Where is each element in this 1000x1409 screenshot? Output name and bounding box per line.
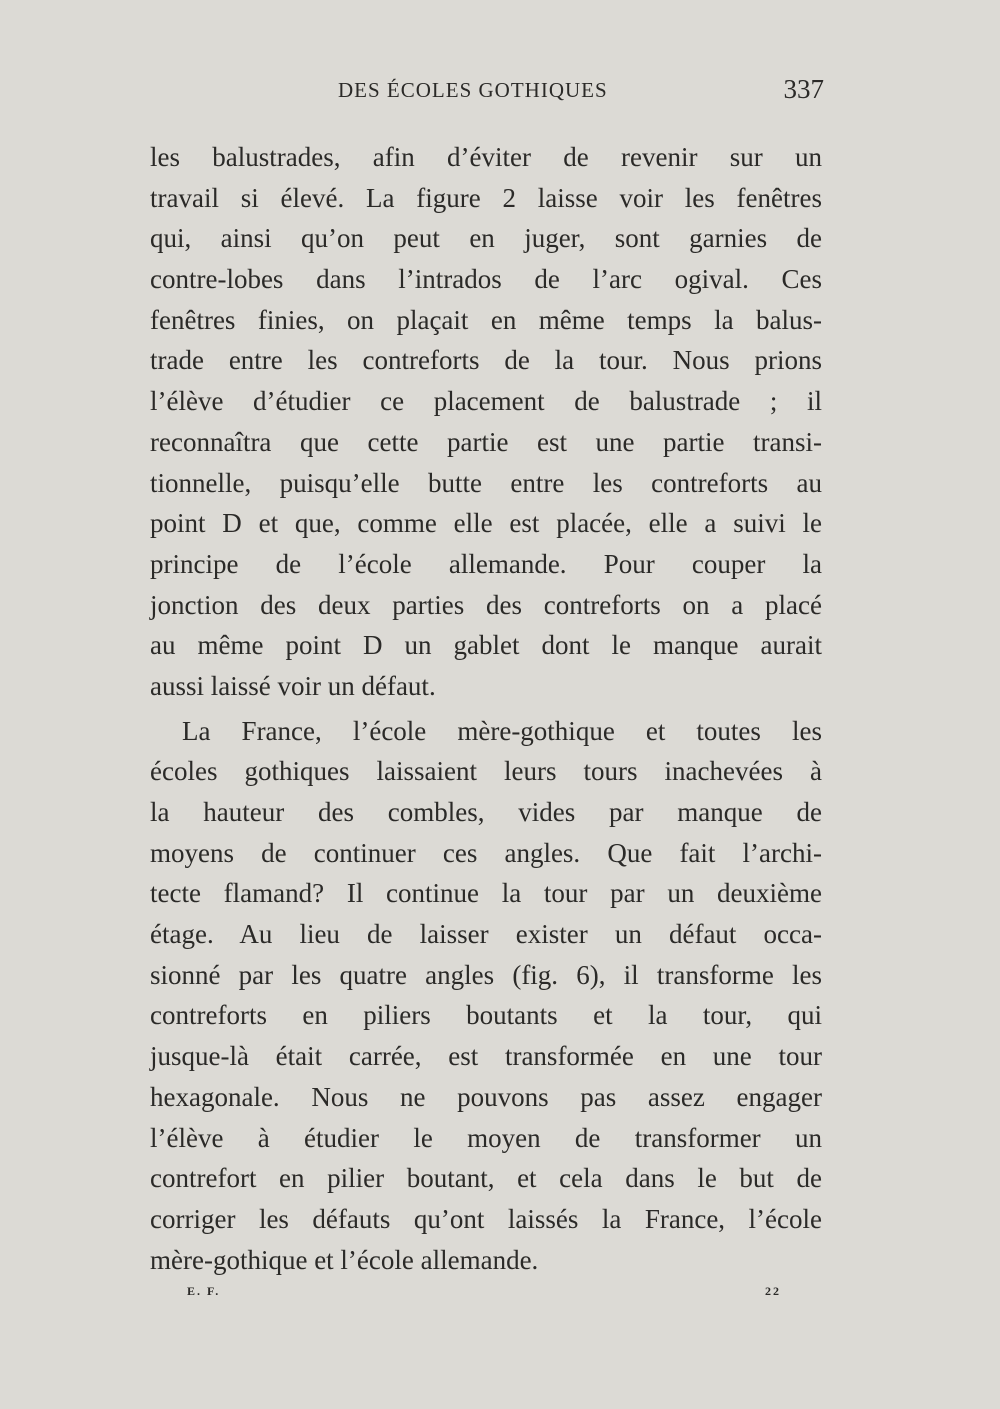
page-header [150,74,824,110]
text-line: La France, l’école mère-gothique et toutes les [182,715,822,746]
signature-mark: E. F. [187,1284,221,1298]
text-line: les balustrades, afin d’éviter de revenir sur un [150,142,822,172]
text-line: au même point D un gablet dont le manque aurait [150,630,822,661]
text-line: étage. Au lieu de laisser exister un défaut occa- [150,919,822,950]
text-line: l’élève à étudier le moyen de transformer un [150,1122,822,1153]
text-line: reconnaîtra que cette partie est une partie transi- [150,426,822,457]
text-line: jonction des deux parties des contreforts on a placé [150,589,822,620]
text-line: tecte flamand? Il continue la tour par un deuxième [150,878,822,909]
text-line: hexagonale. Nous ne pouvons pas assez engager [150,1081,822,1112]
body-text [150,137,822,1280]
text-line: principe de l’école allemande. Pour couper la [150,548,822,579]
page-footer [187,1284,781,1304]
text-line: jusque-là était carrée, est transformée en une tour [150,1041,822,1072]
text-line: travail si élevé. La figure 2 laisse voir les fenêtres [150,182,822,213]
text-line: corriger les défauts qu’ont laissés la France, l’école [150,1203,822,1234]
text-line: qui, ainsi qu’on peut en juger, sont garnies de [150,223,822,254]
text-line: contreforts en piliers boutants et la tour, qui [150,1000,822,1031]
running-title: DES ÉCOLES GOTHIQUES [338,78,608,102]
page-number: 337 [783,74,824,104]
text-line: point D et que, comme elle est placée, elle a suivi le [150,508,822,539]
text-line: trade entre les contreforts de la tour. Nous prions [150,345,822,376]
text-line: la hauteur des combles, vides par manque de [150,797,822,827]
paragraph [150,711,822,1281]
text-line: mère-gothique et l’école allemande. [150,1244,539,1275]
text-line: aussi laissé voir un défaut. [150,670,436,701]
text-line: contrefort en pilier boutant, et cela dans le but de [150,1163,822,1194]
text-line: écoles gothiques laissaient leurs tours inachevées à [150,756,822,787]
text-line: contre-lobes dans l’intrados de l’arc ogival. Ces [150,264,822,295]
text-line: tionnelle, puisqu’elle butte entre les contreforts au [150,467,822,498]
text-line: fenêtres finies, on plaçait en même temps la balus- [150,304,822,335]
sheet-number: 22 [765,1284,781,1298]
text-line: moyens de continuer ces angles. Que fait l’archi- [150,837,822,868]
text-line: l’élève d’étudier ce placement de balustrade ; il [150,386,822,417]
text-line: sionné par les quatre angles (fig. 6), il transforme les [150,959,822,990]
paragraph [150,137,822,707]
